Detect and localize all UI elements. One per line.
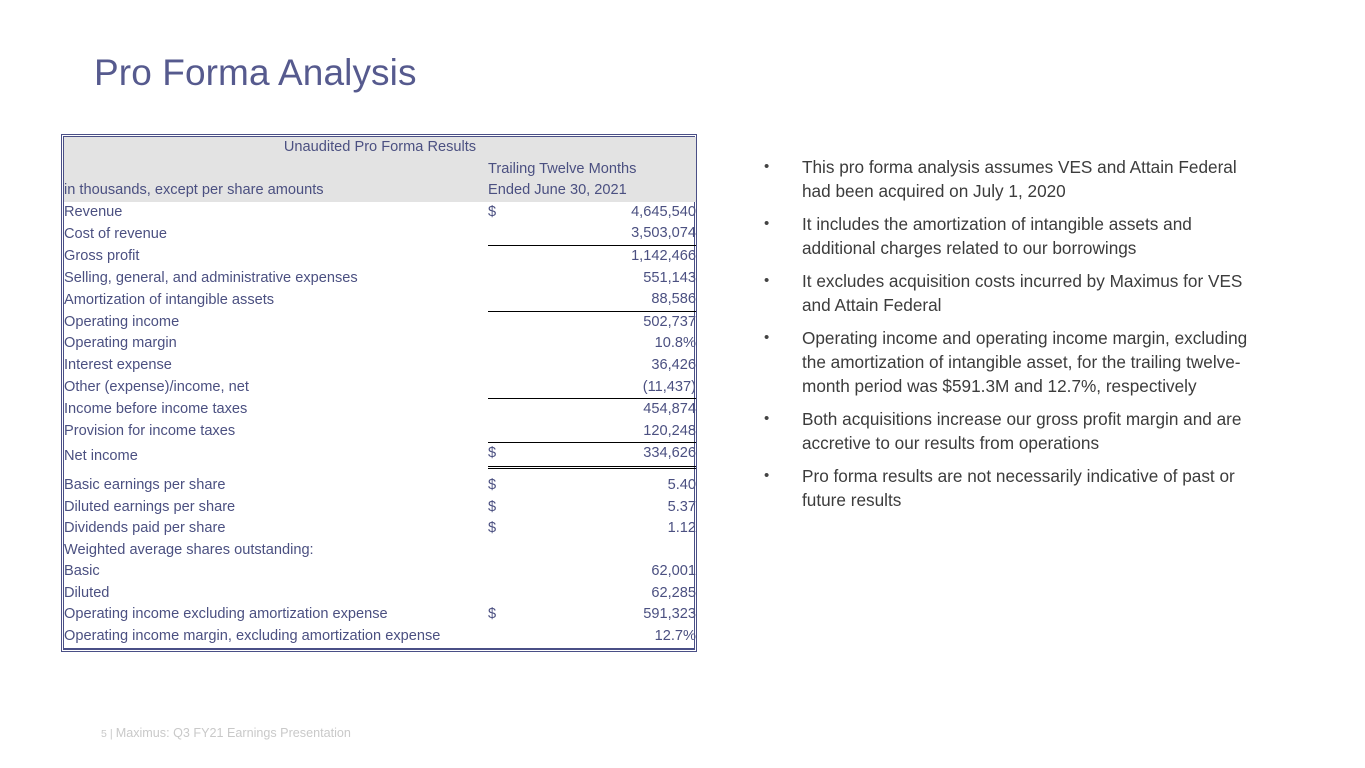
table-row — [64, 311, 696, 333]
row-currency: $ — [488, 476, 497, 493]
list-item — [758, 407, 1248, 455]
table-row — [64, 475, 696, 497]
row-value: 3,503,074 — [516, 223, 696, 245]
row-currency — [488, 377, 516, 399]
bullet-icon: • — [764, 467, 770, 484]
table-row — [64, 399, 696, 421]
row-label: Diluted earnings per share — [64, 498, 236, 515]
list-item — [758, 155, 1248, 203]
row-currency — [488, 626, 516, 648]
list-item — [758, 464, 1248, 512]
column-header-line1: Trailing Twelve Months — [488, 159, 696, 181]
table-spacer-row — [64, 467, 696, 475]
spacer-cell — [64, 467, 488, 475]
table-row — [64, 583, 696, 605]
row-label: Diluted — [64, 584, 110, 601]
table-row — [64, 626, 696, 648]
row-label: Net income — [64, 447, 138, 464]
row-label: Cost of revenue — [64, 225, 168, 242]
bullet-icon: • — [764, 272, 770, 289]
row-currency: $ — [488, 443, 516, 468]
pro-forma-results-table — [61, 134, 697, 652]
bullet-icon: • — [764, 410, 770, 427]
table-row — [64, 421, 696, 443]
row-value: 62,285 — [651, 584, 696, 601]
spacer-cell — [488, 467, 516, 475]
row-currency — [488, 421, 516, 443]
table-row — [64, 355, 696, 377]
bullet-icon: • — [764, 329, 770, 346]
page-title: Pro Forma Analysis — [94, 52, 417, 93]
table-row — [64, 268, 696, 290]
table-row — [64, 604, 696, 626]
spacer-cell — [516, 467, 696, 475]
row-currency — [488, 399, 516, 421]
row-value: 551,143 — [643, 269, 696, 286]
table-row — [64, 561, 696, 583]
row-currency — [488, 540, 516, 562]
list-item — [758, 326, 1248, 398]
row-value: 5.40 — [667, 476, 696, 493]
row-currency: $ — [488, 498, 497, 515]
financial-table — [64, 137, 696, 648]
row-label: Selling, general, and administrative expenses — [64, 269, 358, 286]
table-row — [64, 540, 696, 562]
row-label: Revenue — [64, 203, 123, 220]
row-value: 591,323 — [643, 606, 696, 623]
row-label: Other (expense)/income, net — [64, 379, 249, 396]
stub-header: in thousands, except per share amounts — [64, 180, 488, 202]
list-item-text: It excludes acquisition costs incurred by Maximus for VES and Attain Federal — [802, 271, 1243, 315]
list-item-text: Pro forma results are not necessarily indicative of past or future results — [802, 466, 1235, 510]
commentary-bullet-list — [758, 155, 1248, 521]
row-label: Income before income taxes — [64, 401, 248, 418]
footer-text: Maximus: Q3 FY21 Earnings Presentation — [115, 726, 351, 740]
row-value: 36,426 — [651, 356, 696, 373]
stub-header-spacer — [64, 159, 488, 181]
column-header-line2: Ended June 30, 2021 — [488, 180, 696, 202]
row-value: 88,586 — [516, 289, 696, 311]
page-number: 5 — [101, 728, 107, 740]
row-value: 5.37 — [667, 498, 696, 515]
list-item-text: Both acquisitions increase our gross profit margin and are accretive to our results from operations — [802, 409, 1242, 453]
row-label: Basic — [64, 563, 100, 580]
row-label: Basic earnings per share — [64, 476, 226, 493]
bullet-icon: • — [764, 215, 770, 232]
table-caption: Unaudited Pro Forma Results — [64, 137, 696, 159]
row-currency — [488, 245, 516, 267]
table-row — [64, 518, 696, 540]
row-value: 502,737 — [643, 313, 696, 330]
row-currency — [488, 333, 516, 355]
row-label: Operating income excluding amortization expense — [64, 606, 388, 623]
row-currency: $ — [488, 203, 497, 220]
table-row — [64, 497, 696, 519]
row-value: 120,248 — [516, 421, 696, 443]
row-label: Amortization of intangible assets — [64, 291, 275, 308]
row-currency — [488, 561, 516, 583]
row-currency — [488, 355, 516, 377]
row-label: Weighted average shares outstanding: — [64, 541, 314, 558]
row-currency — [488, 268, 516, 290]
row-label: Interest expense — [64, 356, 172, 373]
column-header-row-1 — [64, 159, 696, 181]
row-currency — [488, 223, 516, 245]
row-value: 1,142,466 — [631, 247, 696, 264]
row-value: 334,626 — [516, 443, 696, 468]
footer-separator: | — [109, 728, 113, 740]
row-currency: $ — [488, 520, 497, 537]
row-value: 12.7% — [654, 628, 696, 645]
row-value: 10.8% — [654, 335, 696, 352]
list-item — [758, 212, 1248, 260]
row-value: 4,645,540 — [631, 203, 696, 220]
row-value: 1.12 — [667, 520, 696, 537]
row-currency — [488, 289, 516, 311]
table-row — [64, 202, 696, 224]
table-row — [64, 333, 696, 355]
row-value — [516, 540, 696, 562]
table-row — [64, 443, 696, 468]
row-value: 62,001 — [651, 563, 696, 580]
list-item-text: This pro forma analysis assumes VES and Attain Federal had been acquired on July 1, 2020 — [802, 157, 1237, 201]
row-currency — [488, 583, 516, 605]
list-item-text: It includes the amortization of intangible assets and additional charges related to our borrowings — [802, 214, 1192, 258]
column-header-row-2 — [64, 180, 696, 202]
list-item-text: Operating income and operating income margin, excluding the amortization of intangible asset, for the trailing twelve-month period was $591.3M and 12.7%, respectively — [802, 328, 1248, 396]
table-row — [64, 289, 696, 311]
row-currency — [488, 311, 516, 333]
row-label: Operating margin — [64, 335, 177, 352]
slide-footer — [101, 724, 351, 743]
list-item — [758, 269, 1248, 317]
row-label: Dividends paid per share — [64, 520, 226, 537]
table-row — [64, 245, 696, 267]
table-caption-row — [64, 137, 696, 159]
table-row — [64, 223, 696, 245]
row-label: Provision for income taxes — [64, 423, 236, 440]
row-currency: $ — [488, 606, 497, 623]
table-row — [64, 377, 696, 399]
row-value: (11,437) — [516, 377, 696, 399]
bullet-icon: • — [764, 158, 770, 175]
row-label: Operating income margin, excluding amortization expense — [64, 628, 441, 645]
row-value: 454,874 — [643, 401, 696, 418]
row-label: Operating income — [64, 313, 180, 330]
row-label: Gross profit — [64, 247, 140, 264]
